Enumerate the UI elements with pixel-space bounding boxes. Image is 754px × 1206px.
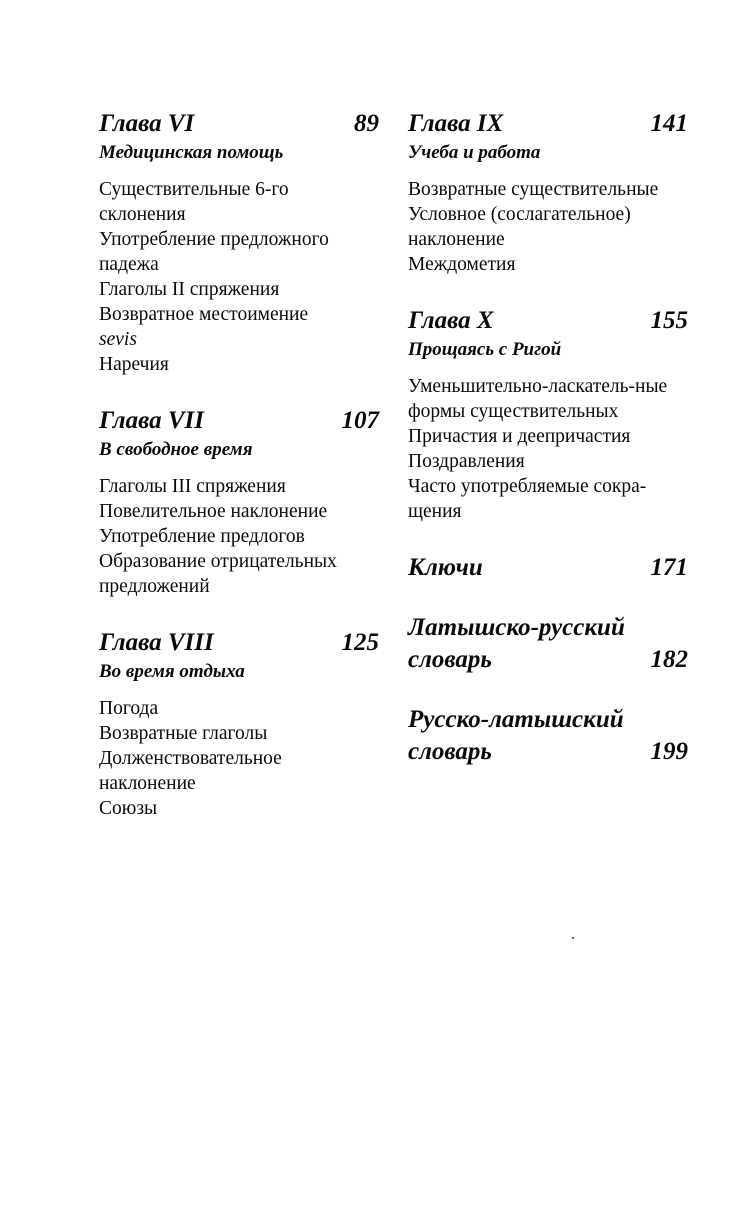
- chapter-page-number: 107: [341, 407, 379, 434]
- topic-item: [408, 424, 688, 449]
- russian-latvian-dictionary-entry: [408, 704, 688, 768]
- topic-item: [99, 352, 379, 377]
- topic-item: [99, 796, 379, 821]
- topic-text: Образование отрицательных предложений: [99, 551, 337, 597]
- topic-text: Междометия: [408, 254, 516, 275]
- topic-list: [99, 696, 379, 821]
- latvian-russian-dictionary-entry: [408, 612, 688, 676]
- topic-text: Погода: [99, 698, 159, 719]
- topic-item: [408, 474, 680, 524]
- topic-item: [99, 327, 379, 352]
- topic-item: [99, 302, 379, 327]
- chapter-subtitle: Во время отдыха: [99, 661, 245, 682]
- topic-item: [99, 524, 379, 549]
- chapter-subtitle: В свободное время: [99, 439, 253, 460]
- topic-text: sevis: [99, 329, 137, 350]
- topic-text: Условное (сослагательное) наклонение: [408, 204, 631, 250]
- topic-text: Часто употребляемые сокра-щения: [408, 476, 647, 522]
- topic-item: [99, 277, 379, 302]
- dictionary-heading: [408, 644, 688, 676]
- topic-list: [408, 374, 688, 524]
- keys-entry: [408, 552, 688, 584]
- topic-item: [99, 696, 379, 721]
- topic-item: [408, 374, 670, 424]
- chapter-subtitle: Медицинская помощь: [99, 142, 284, 163]
- dictionary-heading: [408, 736, 688, 768]
- topic-item: [99, 499, 379, 524]
- topic-item: [99, 746, 319, 796]
- dictionary-title-line-2: словарь: [408, 738, 492, 765]
- topic-text: Глаголы II спряжения: [99, 279, 280, 300]
- topic-list: [99, 474, 379, 599]
- topic-text: Союзы: [99, 798, 158, 819]
- chapter-heading: [408, 305, 688, 337]
- topic-item: [99, 721, 379, 746]
- topic-text: Употребление предложного падежа: [99, 229, 329, 275]
- chapter-page-number: 125: [341, 629, 379, 656]
- spacer: [99, 377, 379, 405]
- topic-text: Возвратное местоимение: [99, 304, 309, 325]
- chapter-8: [99, 627, 379, 821]
- chapter-heading: [99, 627, 379, 659]
- spacer: [408, 277, 688, 305]
- topic-text: Глаголы III спряжения: [99, 476, 286, 497]
- topic-text: Уменьшительно-ласкатель-ные формы существительных: [408, 376, 668, 422]
- topic-item: [408, 252, 688, 277]
- chapter-title: Глава VIII: [99, 629, 214, 656]
- chapter-10: [408, 305, 688, 524]
- topic-item: [408, 449, 688, 474]
- topic-item: [99, 177, 325, 227]
- topic-list: [408, 177, 688, 277]
- topic-text: Причастия и деепричастия: [408, 426, 631, 447]
- topic-text: Поздравления: [408, 451, 525, 472]
- topic-text: Возвратные существительные: [408, 179, 659, 200]
- chapter-title: Глава IX: [408, 110, 504, 137]
- topic-text: Существительные 6-го склонения: [99, 179, 289, 225]
- chapter-page-number: 89: [354, 110, 379, 137]
- print-speck: [572, 937, 574, 939]
- topic-item: [99, 474, 379, 499]
- spacer: [99, 599, 379, 627]
- keys-heading: [408, 552, 688, 584]
- chapter-title: Глава VI: [99, 110, 195, 137]
- topic-text: Употребление предлогов: [99, 526, 305, 547]
- chapter-9: [408, 108, 688, 277]
- topic-item: [99, 549, 374, 599]
- topic-text: Наречия: [99, 354, 169, 375]
- dictionary-title-line-2: словарь: [408, 646, 492, 673]
- topic-text: Возвратные глаголы: [99, 723, 268, 744]
- keys-page-number: 171: [650, 554, 688, 581]
- topic-text: Долженствовательное наклонение: [99, 748, 282, 794]
- chapter-title: Глава X: [408, 307, 494, 334]
- dictionary-title-line-1: Русско-латышский: [408, 706, 624, 733]
- topic-item: [99, 227, 364, 277]
- dictionary-page-number: 182: [650, 646, 688, 673]
- chapter-subtitle: Учеба и работа: [408, 142, 541, 163]
- chapter-heading: [99, 405, 379, 437]
- topic-list: [99, 177, 379, 377]
- spacer: [408, 524, 688, 552]
- chapter-page-number: 155: [650, 307, 688, 334]
- chapter-subtitle: Прощаясь с Ригой: [408, 339, 562, 360]
- dictionary-page-number: 199: [650, 738, 688, 765]
- toc-left-column: [99, 108, 379, 821]
- topic-text: Повелительное наклонение: [99, 501, 328, 522]
- spacer: [408, 584, 688, 612]
- chapter-heading: [408, 108, 688, 140]
- chapter-heading: [99, 108, 379, 140]
- keys-title: Ключи: [408, 554, 483, 581]
- chapter-7: [99, 405, 379, 599]
- chapter-title: Глава VII: [99, 407, 204, 434]
- dictionary-title-line-1: Латышско-русский: [408, 614, 625, 641]
- spacer: [408, 676, 688, 704]
- chapter-page-number: 141: [650, 110, 688, 137]
- toc-right-column: [408, 108, 688, 768]
- topic-item: [408, 177, 688, 202]
- chapter-6: [99, 108, 379, 377]
- topic-item: [408, 202, 668, 252]
